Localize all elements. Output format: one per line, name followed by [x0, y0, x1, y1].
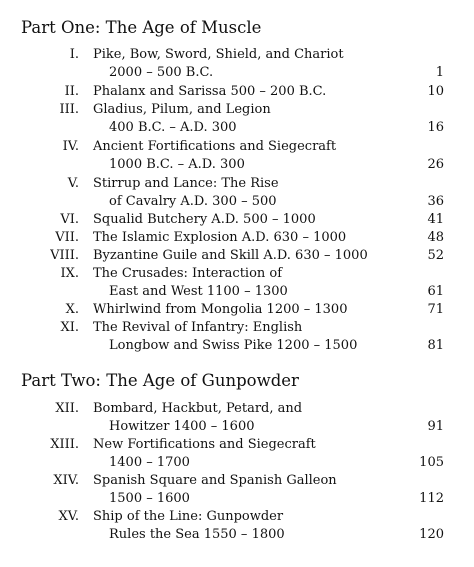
chapter-number: VIII. [50, 248, 79, 263]
chapter-title: Gladius, Pilum, and Legion [93, 102, 271, 117]
chapter-title-continued: of Cavalry A.D. 300 – 500 [109, 194, 277, 209]
chapter-title: Pike, Bow, Sword, Shield, and Chariot [93, 47, 344, 62]
chapter-title-continued: 1400 – 1700 [109, 455, 190, 470]
chapter-number: XII. [55, 401, 79, 416]
page-number: 112 [419, 491, 444, 506]
chapter-title: Byzantine Guile and Skill A.D. 630 – 1000 [93, 248, 368, 263]
chapter-title-continued: 2000 – 500 B.C. [109, 65, 214, 80]
page-number: 26 [427, 157, 444, 172]
chapter-number: III. [59, 102, 79, 117]
page-number: 120 [419, 527, 444, 542]
chapter-number: XIII. [50, 437, 79, 452]
chapter-title: Ancient Fortifications and Siegecraft [93, 139, 337, 154]
chapter-number: V. [67, 176, 79, 191]
chapter-number: VII. [55, 230, 79, 245]
page-number: 81 [427, 338, 444, 353]
chapter-title: Phalanx and Sarissa 500 – 200 B.C. [93, 84, 327, 99]
chapter-number: II. [64, 84, 79, 99]
page-number: 41 [427, 212, 444, 227]
chapter-title: Bombard, Hackbut, Petard, and [93, 401, 303, 416]
page-number: 91 [427, 419, 444, 434]
page-number: 71 [427, 302, 444, 317]
page-number: 48 [427, 230, 444, 245]
chapter-title: Ship of the Line: Gunpowder [93, 509, 284, 524]
chapter-title-continued: 1000 B.C. – A.D. 300 [109, 157, 245, 172]
chapter-title-continued: 1500 – 1600 [109, 491, 190, 506]
chapter-title: The Crusades: Interaction of [93, 266, 283, 281]
page-number: 36 [427, 194, 444, 209]
chapter-number: VI. [60, 212, 79, 227]
chapter-title: The Islamic Explosion A.D. 630 – 1000 [93, 230, 347, 245]
page-number: 61 [427, 284, 444, 299]
chapter-number: IV. [62, 139, 79, 154]
chapter-title: Squalid Butchery A.D. 500 – 1000 [93, 212, 316, 227]
page-number: 105 [419, 455, 444, 470]
part-title: Part Two: The Age of Gunpowder [21, 371, 299, 390]
chapter-title: Whirlwind from Mongolia 1200 – 1300 [93, 302, 348, 317]
chapter-number: XI. [60, 320, 79, 335]
chapter-number: IX. [60, 266, 79, 281]
page-number: 52 [427, 248, 444, 263]
page-number: 1 [435, 65, 444, 80]
chapter-title-continued: Rules the Sea 1550 – 1800 [109, 527, 285, 542]
part-title: Part One: The Age of Muscle [21, 18, 262, 37]
chapter-title-continued: Howitzer 1400 – 1600 [109, 419, 255, 434]
chapter-title: Spanish Square and Spanish Galleon [93, 473, 337, 488]
chapter-number: I. [69, 47, 79, 62]
chapter-number: XV. [58, 509, 79, 524]
chapter-title: New Fortifications and Siegecraft [93, 437, 316, 452]
chapter-number: XIV. [53, 473, 79, 488]
chapter-title-continued: Longbow and Swiss Pike 1200 – 1500 [109, 338, 358, 353]
chapter-title: Stirrup and Lance: The Rise [93, 176, 279, 191]
page-number: 10 [427, 84, 444, 99]
chapter-title: The Revival of Infantry: English [93, 320, 303, 335]
chapter-title-continued: 400 B.C. – A.D. 300 [109, 120, 237, 135]
chapter-title-continued: East and West 1100 – 1300 [109, 284, 288, 299]
chapter-number: X. [65, 302, 79, 317]
page-number: 16 [427, 120, 444, 135]
